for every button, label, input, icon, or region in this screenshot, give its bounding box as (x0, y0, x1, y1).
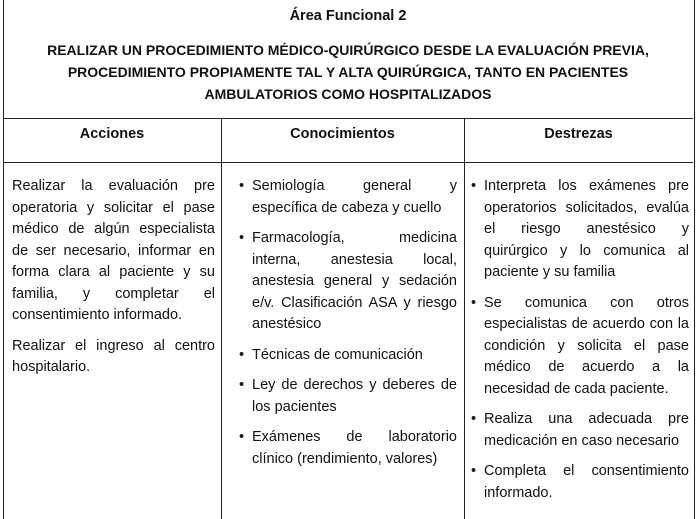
conocimientos-column (239, 176, 457, 479)
list-item (239, 427, 457, 470)
list-item (239, 228, 457, 336)
header-destrezas: Destrezas (544, 126, 613, 142)
list-item-text: Ley de derechos y deberes de los pacientes (252, 377, 457, 415)
document-page (3, 0, 695, 519)
list-item (239, 345, 457, 367)
bullet-icon: • (239, 429, 245, 445)
list-item-text: Farmacología, medicina interna, anestesia local, anestesia general y sedación e/v. Clasificación ASA y riesgo anestésico (252, 230, 457, 332)
bullet-icon: • (239, 178, 245, 194)
bullet-icon: • (471, 178, 477, 194)
list-item-text: Técnicas de comunicación (252, 346, 423, 363)
table-header-row (3, 118, 693, 163)
main-title: REALIZAR UN PROCEDIMIENTO MÉDICO-QUIRÚRGICO DESDE LA EVALUACIÓN PREVIA, PROCEDIMIENTO PROPIAMENTE TAL Y ALTA QUIRÚRGICA, TANTO EN PACIENTES AMBULATORIOS COMO HOSPITALIZADOS (47, 42, 649, 102)
list-item (471, 293, 689, 401)
header-conocimientos: Conocimientos (290, 126, 395, 142)
list-item-text: Semiología general y específica de cabeza y cuello (252, 178, 457, 216)
list-item (471, 176, 689, 284)
bullet-icon: • (471, 294, 477, 311)
destrezas-column (471, 176, 689, 513)
list-item (239, 176, 457, 219)
title-block (3, 0, 693, 119)
list-item-text: Interpreta los exámenes pre operatorios solicitados, evalúa el riesgo anestésico y quirúrgico y lo comunica al paciente y su familia (484, 178, 689, 280)
bullet-icon: • (239, 346, 245, 363)
column-divider (464, 118, 465, 519)
bullet-icon: • (239, 230, 245, 246)
list-item (239, 375, 457, 418)
list-item-text: Completa el consentimiento informado. (484, 463, 689, 501)
bullet-icon: • (471, 463, 477, 479)
area-title: Área Funcional 2 (289, 8, 407, 24)
accion-paragraph: Realizar la evaluación pre operatoria y solicitar el pase médico de algún especialista de ser necesario, informar en forma clara al paciente y su familia, y completar el consentimiento informado. (12, 178, 215, 323)
acciones-column (12, 176, 215, 388)
list-item-text: Exámenes de laboratorio clínico (rendimiento, valores) (252, 429, 457, 467)
bullet-icon: • (239, 377, 245, 393)
list-item (471, 461, 689, 504)
list-item (471, 409, 689, 452)
header-acciones: Acciones (79, 126, 145, 142)
list-item-text: Se comunica con otros especialistas de acuerdo con la condición y solicita el pase médico de acuerdo a la necesidad de cada paciente. (484, 294, 689, 397)
column-divider (221, 118, 222, 519)
bullet-icon: • (471, 411, 477, 427)
list-item-text: Realiza una adecuada pre medicación en caso necesario (484, 411, 689, 449)
accion-paragraph: Realizar el ingreso al centro hospitalario. (12, 337, 215, 375)
